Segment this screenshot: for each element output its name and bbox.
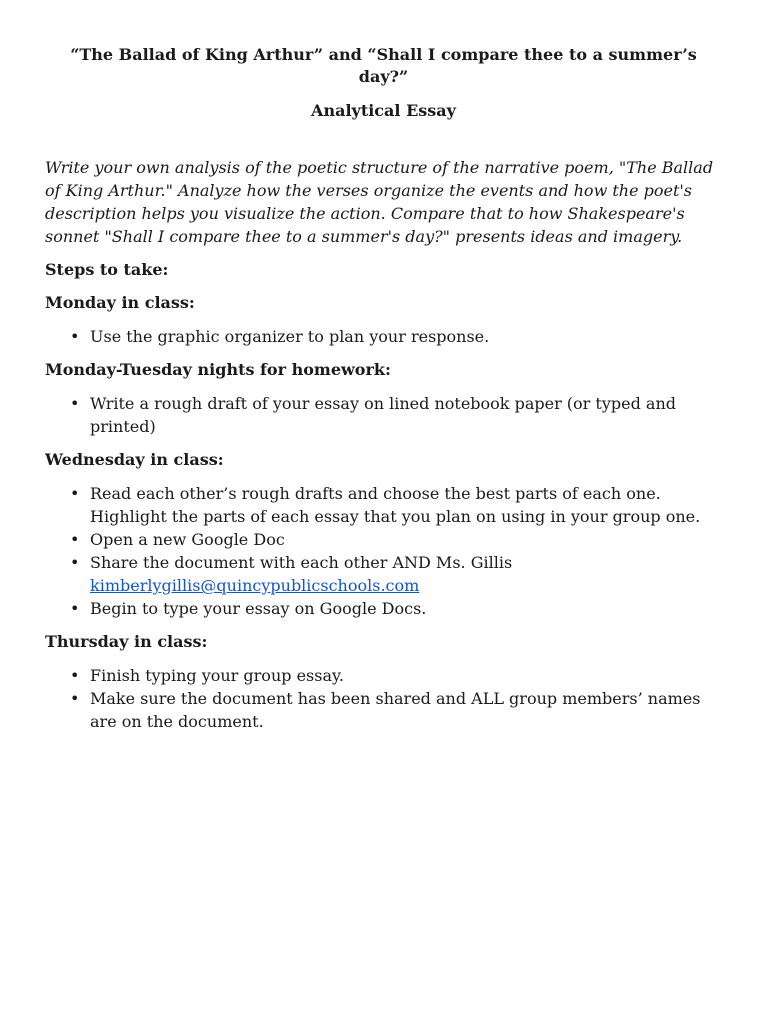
section-heading-homework: Monday-Tuesday nights for homework: — [45, 360, 391, 379]
bullet-icon: • — [70, 484, 80, 503]
document-title: “The Ballad of King Arthur” and “Shall I compare thee to a summer’s day?” — [70, 45, 697, 86]
bullet-icon: • — [70, 530, 80, 549]
list-item: • Share the document with each other AND Ms. Gillis kimberlygillis@quincypublicschools.com — [70, 553, 513, 595]
bullet-icon: • — [70, 666, 80, 685]
bullet-icon: • — [70, 327, 80, 346]
list-item: • Open a new Google Doc — [70, 530, 285, 549]
intro-paragraph: Write your own analysis of the poetic structure of the narrative poem, "The Ballad of King Arthur." Analyze how the verses organize the events and how the poet's description helps you visualize the action. Compare that to how Shakespeare's sonnet "Shall I compare thee to a summer's day?" presents ideas and imagery. — [45, 158, 714, 246]
list-item: • Finish typing your group essay. — [70, 666, 344, 685]
list-wednesday — [45, 482, 722, 620]
email-link[interactable]: kimberlygillis@quincypublicschools.com — [90, 576, 420, 595]
bullet-icon: • — [70, 599, 80, 618]
list-item: • Write a rough draft of your essay on lined notebook paper (or typed and printed) — [70, 394, 677, 436]
section-heading-wednesday: Wednesday in class: — [45, 450, 224, 469]
section-heading-thursday: Thursday in class: — [45, 632, 208, 651]
steps-heading: Steps to take: — [45, 260, 169, 279]
list-homework — [45, 392, 722, 438]
document-subtitle: Analytical Essay — [311, 101, 456, 120]
list-thursday — [45, 664, 722, 733]
list-item: • Begin to type your essay on Google Docs. — [70, 599, 427, 618]
list-item: • Use the graphic organizer to plan your response. — [70, 327, 490, 346]
list-monday — [45, 325, 722, 348]
list-item: • Read each other’s rough drafts and choose the best parts of each one. Highlight the parts of each essay that you plan on using in your group one. — [70, 484, 701, 526]
bullet-icon: • — [70, 689, 80, 708]
section-heading-monday: Monday in class: — [45, 293, 195, 312]
bullet-icon: • — [70, 553, 80, 572]
list-item: • Make sure the document has been shared and ALL group members’ names are on the document. — [70, 689, 701, 731]
bullet-icon: • — [70, 394, 80, 413]
